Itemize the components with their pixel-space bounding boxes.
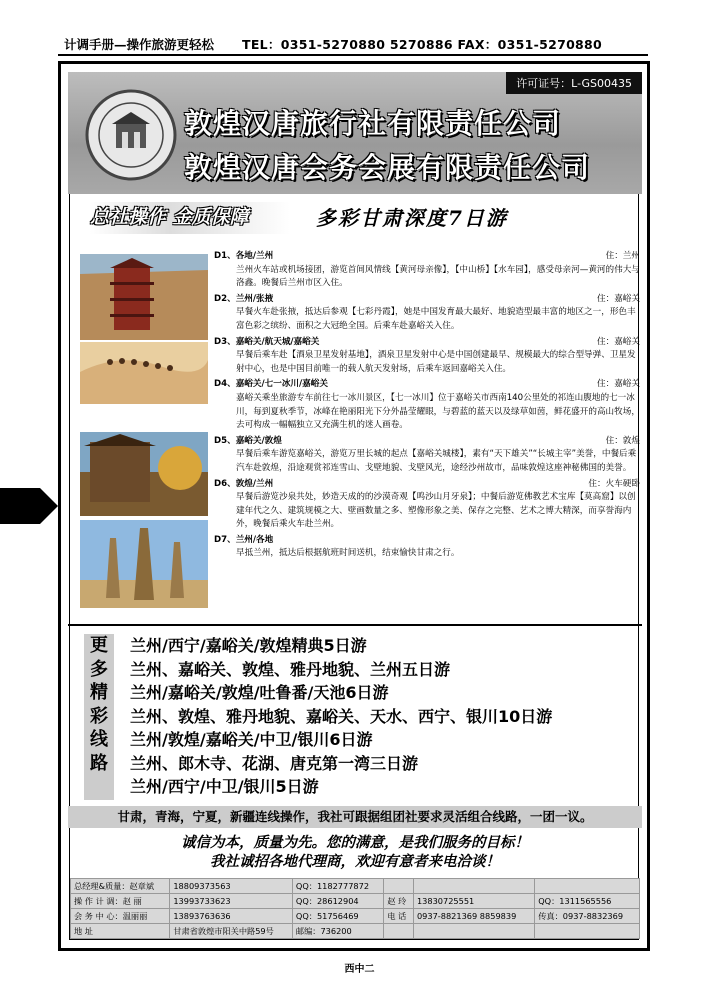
tour-banner: [90, 200, 642, 236]
route-item: 兰州/西宁/中卫/银川5日游: [130, 777, 319, 796]
day-stay: 住：嘉峪关: [597, 293, 640, 304]
license-number: 许可证号：L-GS00435: [506, 72, 642, 94]
itinerary-day: [214, 336, 640, 377]
contact-table: [70, 878, 640, 939]
day-description: 早餐火车赴张掖，抵达后参观【七彩丹霞】，她是中国发育最大最好、地貌造型最丰富的地区之一，形色丰富色彩之缤纷、面积之大冠绝全国。后乘车赴嘉峪关入住。: [236, 307, 636, 331]
route-item: 兰州/嘉峪关/敦煌/吐鲁番/天池6日游: [130, 683, 389, 702]
day-label: D2、兰州/张掖: [214, 293, 274, 304]
contact-row: [71, 924, 640, 939]
photo-camel-desert: [80, 342, 208, 404]
more-routes-list: [130, 634, 640, 799]
day-label: D6、敦煌/兰州: [214, 478, 274, 489]
itinerary-day: [214, 478, 640, 532]
handbook-slogan: 计调手册—操作旅游更轻松: [64, 37, 215, 52]
company-name-convention: 敦煌汉唐会务会展有限责任公司: [184, 151, 591, 184]
photo-dunhuang-stupas: [80, 520, 208, 608]
company-logo-icon: [84, 88, 178, 182]
day-stay: 住：火车硬卧: [588, 478, 640, 489]
contact-row: [71, 909, 640, 924]
section-divider: [68, 624, 642, 626]
itinerary-day: [214, 293, 640, 334]
top-contact-bar: [58, 34, 648, 56]
route-item: 兰州、嘉峪关、敦煌、雅丹地貌、兰州五日游: [130, 659, 451, 679]
contact-cell: 0937-8821369 8859839: [413, 909, 534, 924]
itinerary-day: [214, 378, 640, 432]
contact-cell: QQ：28612904: [292, 894, 383, 909]
day-label: D3、嘉峪关/航天城/嘉峪关: [214, 336, 320, 347]
contact-cell: QQ：1182777872: [292, 879, 383, 894]
itinerary-day: [214, 435, 640, 476]
contact-cell: 13830725551: [413, 894, 534, 909]
day-description: 嘉峪关乘坐旅游专车前往七一冰川景区，【七一冰川】位于嘉峪关市西南140公里处的祁连山腹地的七一冰川，每到夏秋季节，冰峰在艳丽阳光下分外晶莹耀眼，与碧蓝的蓝天以及绿草如茵，鲜花盛开的高山牧场，去可构成一幅幅独立又充满生机的迷人画卷。: [236, 392, 640, 431]
contact-cell: 会 务 中 心：温丽丽: [71, 909, 170, 924]
contact-cell: 13893763636: [170, 909, 293, 924]
more-label-char: 线: [90, 729, 108, 750]
contact-cell: QQ：1311565556: [535, 894, 640, 909]
contact-cell: 地 址: [71, 924, 170, 939]
contact-cell: [384, 879, 414, 894]
slogan-line-1: 诚信为本，质量为先。您的满意，是我们服务的目标！: [181, 835, 529, 851]
contact-cell: 邮编：736200: [292, 924, 383, 939]
slogan-line-2: 我社诚招各地代理商，欢迎有意者来电洽谈！: [210, 854, 500, 870]
itinerary-day: [214, 534, 640, 561]
contact-cell: 18809373563: [170, 879, 293, 894]
contact-cell: 甘肃省敦煌市阳关中路59号: [170, 924, 293, 939]
contact-cell: 传真：0937-8832369: [535, 909, 640, 924]
contact-cell: [535, 924, 640, 939]
day-stay: 住：嘉峪关: [597, 336, 640, 347]
contact-cell: 操 作 计 调：赵 丽: [71, 894, 170, 909]
contact-cell: [413, 879, 534, 894]
day-stay: 住：兰州: [605, 251, 640, 261]
more-label-char: 精: [90, 682, 108, 703]
company-name-travel: 敦煌汉唐旅行社有限责任公司: [184, 107, 562, 140]
contact-cell: QQ：51756469: [292, 909, 383, 924]
contact-cell: 13993733623: [170, 894, 293, 909]
contact-row: [71, 879, 640, 894]
day-description: 兰州火车站或机场接团，游览首间风情线【黄河母亲像】，【中山桥】【水车园】，感受母亲河—黄河的伟大与洛鑫。晚餐后兰州市区入住。: [236, 264, 640, 289]
contact-cell: [384, 924, 414, 939]
photo-jiayuguan-tower: [80, 432, 208, 516]
more-label-char: 路: [90, 752, 108, 774]
more-label-char: 彩: [90, 705, 108, 727]
day-label: D5、嘉峪关/敦煌: [214, 435, 282, 446]
contact-cell: 总经理&质量：赵章斌: [71, 879, 170, 894]
contact-cell: 赵 玲: [384, 894, 414, 909]
contact-cell: [413, 924, 534, 939]
day-label: D7、兰州/各地: [214, 534, 274, 545]
itinerary: [214, 250, 640, 612]
day-label: D4、嘉峪关/七一冰川/嘉峪关: [214, 379, 328, 390]
more-label-char: 多: [90, 658, 108, 680]
service-slogan: [68, 834, 642, 872]
route-item: 兰州、敦煌、雅丹地貌、嘉峪关、天水、西宁、银川10日游: [130, 706, 553, 726]
contact-cell: 电 话: [384, 909, 414, 924]
page-marker-arrow-icon: [0, 488, 58, 524]
route-item: 兰州/敦煌/嘉峪关/中卫/银川6日游: [130, 730, 373, 749]
phone-fax: TEL：0351-5270880 5270886 FAX：0351-5270880: [242, 37, 603, 52]
route-item: 兰州/西宁/嘉峪关/敦煌精典5日游: [130, 636, 367, 655]
tour-title: 多彩甘肃深度7日游: [316, 206, 508, 230]
day-stay: 住：敦煌: [605, 435, 640, 446]
itinerary-day: [214, 250, 640, 291]
contact-row: [71, 894, 640, 909]
contact-cell: [535, 879, 640, 894]
page-footer: 西中二: [344, 964, 375, 975]
more-label-char: 更: [90, 635, 108, 656]
day-description: 早餐后乘车游览嘉峪关，游览万里长城的起点【嘉峪关城楼】，素有“天下雄关”“长城主宰”美誉，中餐后乘汽车赴敦煌，沿途观赏祁连雪山、戈壁地貌、戈壁风光，途经沙州故市，品味敦煌这座神秘佛国的美誉。: [236, 449, 637, 473]
combination-note: 甘肃，青海，宁夏，新疆连线操作，我社可跟据组团社要求灵活组合线路，一团一议。: [68, 806, 642, 828]
company-header: [68, 72, 642, 194]
quality-stamp: 总社操作 金质保障: [90, 202, 290, 234]
day-description: 早餐后游览沙泉共处，妙造天成的的沙漠奇观【鸣沙山月牙泉】；中餐后游览佛教艺术宝库【莫高窟】以创建年代之久、建筑规模之大、壁画数量之多、塑像形象之美、保存之完整、艺术之博大精深，而享誉海内外，晚餐后乘火车赴兰州。: [236, 492, 636, 530]
photo-mogao-grottoes: [80, 254, 208, 340]
more-routes-label: [84, 634, 114, 800]
day-description: 早抵兰州，抵达后根据航班时间送机，结束愉快甘肃之行。: [236, 548, 460, 559]
day-label: D1、各地/兰州: [214, 251, 274, 261]
day-description: 早餐后乘车赴【酒泉卫星发射基地】，酒泉卫星发射中心是中国创建最早、规模最大的综合型导弹、卫星发射中心，也是中国目前唯一的载人航天发射场，后乘车返回嘉峪关入住。: [236, 350, 636, 374]
day-stay: 住：嘉峪关: [597, 379, 640, 390]
route-item: 兰州、郎木寺、花湖、唐克第一湾三日游: [130, 753, 419, 773]
